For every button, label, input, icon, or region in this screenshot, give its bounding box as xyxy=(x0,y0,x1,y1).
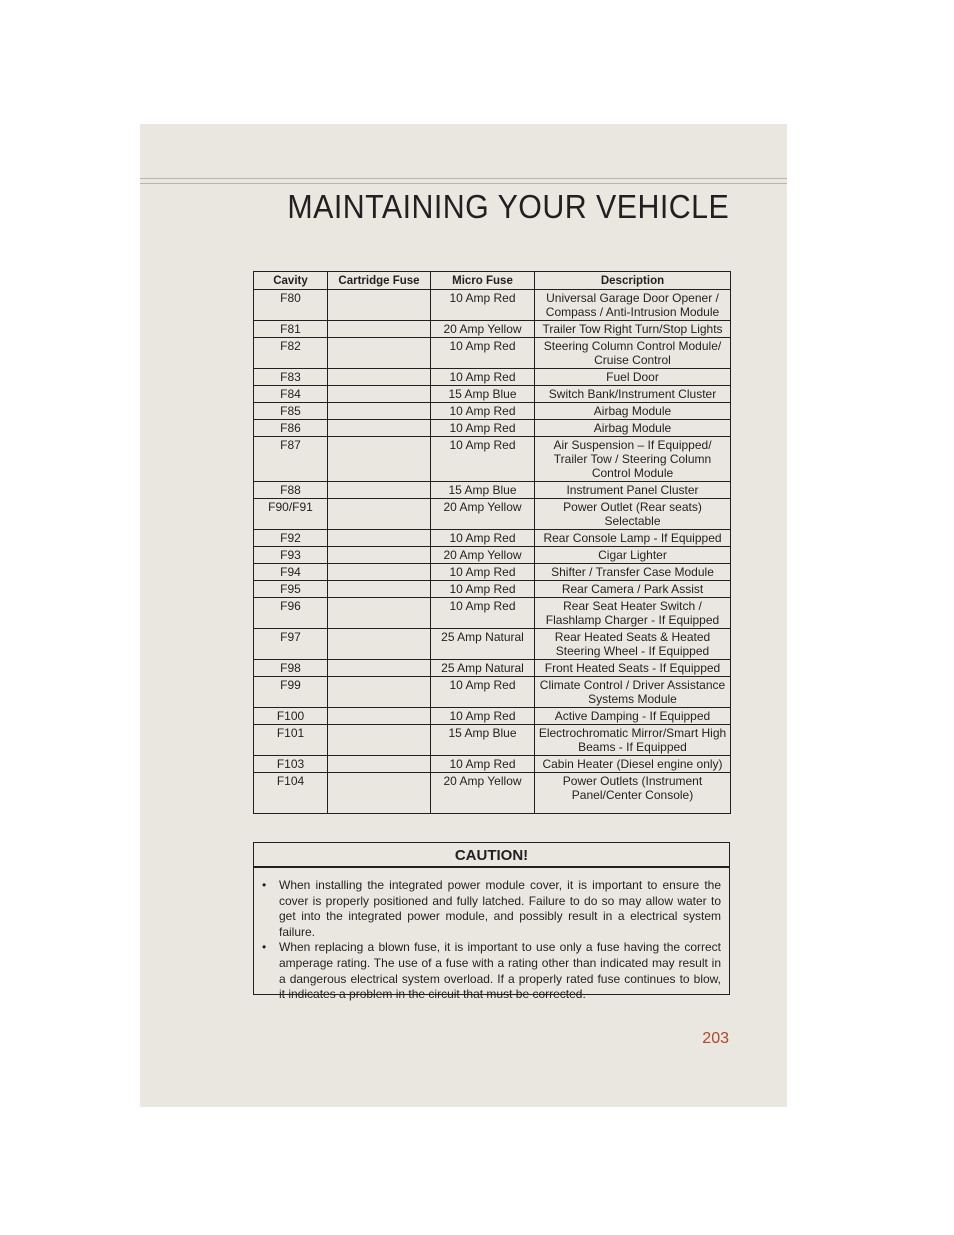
table-row xyxy=(254,660,731,677)
cavity-cell: F97 xyxy=(254,629,328,660)
caution-item-text: When installing the integrated power module cover, it is important to ensure the cover is properly positioned and fully latched. Failure to do so may allow water to get into the integrated power module, and possibly result in a electrical system failure. xyxy=(279,878,721,939)
description-cell: Steering Column Control Module/ Cruise Control xyxy=(535,338,731,369)
bullet-icon: • xyxy=(262,940,267,955)
column-header-micro-fuse: Micro Fuse xyxy=(431,272,535,290)
micro-fuse-cell: 10 Amp Red xyxy=(431,756,535,773)
description-cell: Cabin Heater (Diesel engine only) xyxy=(535,756,731,773)
cavity-cell: F83 xyxy=(254,369,328,386)
cartridge-fuse-cell xyxy=(328,386,431,403)
cavity-cell: F95 xyxy=(254,581,328,598)
cavity-cell: F87 xyxy=(254,437,328,482)
table-row xyxy=(254,773,731,814)
cartridge-fuse-cell xyxy=(328,290,431,321)
header-rule-top xyxy=(140,178,787,179)
micro-fuse-cell: 10 Amp Red xyxy=(431,677,535,708)
micro-fuse-cell: 10 Amp Red xyxy=(431,403,535,420)
cavity-cell: F104 xyxy=(254,773,328,814)
table-row xyxy=(254,482,731,499)
table-row xyxy=(254,369,731,386)
description-cell: Rear Camera / Park Assist xyxy=(535,581,731,598)
caution-item-text: When replacing a blown fuse, it is important to use only a fuse having the correct amperage rating. The use of a fuse with a rating other than indicated may result in a dangerous electrical system overload. If a properly rated fuse continues to blow, it indicates a problem in the circuit that must be corrected. xyxy=(279,940,721,1002)
micro-fuse-cell: 15 Amp Blue xyxy=(431,725,535,756)
micro-fuse-cell: 10 Amp Red xyxy=(431,437,535,482)
cartridge-fuse-cell xyxy=(328,756,431,773)
table-row xyxy=(254,598,731,629)
cartridge-fuse-cell xyxy=(328,482,431,499)
description-cell: Rear Seat Heater Switch / Flashlamp Charger - If Equipped xyxy=(535,598,731,629)
cavity-cell: F92 xyxy=(254,530,328,547)
cavity-cell: F86 xyxy=(254,420,328,437)
micro-fuse-cell: 15 Amp Blue xyxy=(431,386,535,403)
caution-box xyxy=(253,842,730,1002)
micro-fuse-cell: 10 Amp Red xyxy=(431,338,535,369)
fuse-table xyxy=(253,271,731,814)
description-cell: Rear Console Lamp - If Equipped xyxy=(535,530,731,547)
cavity-cell: F82 xyxy=(254,338,328,369)
description-cell: Instrument Panel Cluster xyxy=(535,482,731,499)
bullet-icon: • xyxy=(262,878,267,892)
description-cell: Power Outlets (Instrument Panel/Center Console) xyxy=(535,773,731,814)
description-cell: Switch Bank/Instrument Cluster xyxy=(535,386,731,403)
cartridge-fuse-cell xyxy=(328,725,431,756)
description-cell: Electrochromatic Mirror/Smart High Beams - If Equipped xyxy=(535,725,731,756)
description-cell: Universal Garage Door Opener / Compass / Anti-Intrusion Module xyxy=(535,290,731,321)
description-cell: Active Damping - If Equipped xyxy=(535,708,731,725)
micro-fuse-cell: 10 Amp Red xyxy=(431,530,535,547)
table-row xyxy=(254,403,731,420)
micro-fuse-cell: 25 Amp Natural xyxy=(431,629,535,660)
micro-fuse-cell: 10 Amp Red xyxy=(431,598,535,629)
cavity-cell: F80 xyxy=(254,290,328,321)
cartridge-fuse-cell xyxy=(328,420,431,437)
cavity-cell: F100 xyxy=(254,708,328,725)
cartridge-fuse-cell xyxy=(328,437,431,482)
cartridge-fuse-cell xyxy=(328,403,431,420)
caution-item xyxy=(262,878,721,940)
cartridge-fuse-cell xyxy=(328,598,431,629)
column-header-description: Description xyxy=(535,272,731,290)
table-row xyxy=(254,756,731,773)
micro-fuse-cell: 25 Amp Natural xyxy=(431,660,535,677)
micro-fuse-cell: 10 Amp Red xyxy=(431,564,535,581)
table-row xyxy=(254,321,731,338)
column-header-cartridge-fuse: Cartridge Fuse xyxy=(328,272,431,290)
description-cell: Rear Heated Seats & Heated Steering Wheel - If Equipped xyxy=(535,629,731,660)
cavity-cell: F98 xyxy=(254,660,328,677)
description-cell: Air Suspension – If Equipped/ Trailer Tow / Steering Column Control Module xyxy=(535,437,731,482)
table-row xyxy=(254,547,731,564)
cavity-cell: F81 xyxy=(254,321,328,338)
caution-item xyxy=(262,940,721,1002)
cavity-cell: F103 xyxy=(254,756,328,773)
description-cell: Shifter / Transfer Case Module xyxy=(535,564,731,581)
caution-heading: CAUTION! xyxy=(254,843,729,868)
table-row xyxy=(254,437,731,482)
cavity-cell: F94 xyxy=(254,564,328,581)
micro-fuse-cell: 20 Amp Yellow xyxy=(431,499,535,530)
cavity-cell: F84 xyxy=(254,386,328,403)
cartridge-fuse-cell xyxy=(328,677,431,708)
micro-fuse-cell: 10 Amp Red xyxy=(431,581,535,598)
fuse-table-header-row xyxy=(254,272,731,290)
description-cell: Power Outlet (Rear seats) Selectable xyxy=(535,499,731,530)
table-row xyxy=(254,290,731,321)
cartridge-fuse-cell xyxy=(328,547,431,564)
table-row xyxy=(254,708,731,725)
table-row xyxy=(254,581,731,598)
description-cell: Airbag Module xyxy=(535,420,731,437)
micro-fuse-cell: 20 Amp Yellow xyxy=(431,321,535,338)
cartridge-fuse-cell xyxy=(328,530,431,547)
micro-fuse-cell: 10 Amp Red xyxy=(431,420,535,437)
table-row xyxy=(254,530,731,547)
micro-fuse-cell: 10 Amp Red xyxy=(431,369,535,386)
table-row xyxy=(254,499,731,530)
cartridge-fuse-cell xyxy=(328,773,431,814)
cartridge-fuse-cell xyxy=(328,369,431,386)
table-row xyxy=(254,629,731,660)
page-title: MAINTAINING YOUR VEHICLE xyxy=(287,188,729,225)
cartridge-fuse-cell xyxy=(328,660,431,677)
cavity-cell: F99 xyxy=(254,677,328,708)
cavity-cell: F90/F91 xyxy=(254,499,328,530)
header-rule-bottom xyxy=(140,183,787,184)
description-cell: Cigar Lighter xyxy=(535,547,731,564)
column-header-cavity: Cavity xyxy=(254,272,328,290)
table-row xyxy=(254,725,731,756)
cavity-cell: F101 xyxy=(254,725,328,756)
page-number: 203 xyxy=(702,1030,729,1047)
description-cell: Trailer Tow Right Turn/Stop Lights xyxy=(535,321,731,338)
micro-fuse-cell: 20 Amp Yellow xyxy=(431,773,535,814)
manual-page xyxy=(140,124,787,1107)
caution-list xyxy=(254,868,729,1003)
micro-fuse-cell: 20 Amp Yellow xyxy=(431,547,535,564)
fuse-table-body xyxy=(254,290,731,814)
cartridge-fuse-cell xyxy=(328,564,431,581)
cartridge-fuse-cell xyxy=(328,581,431,598)
micro-fuse-cell: 15 Amp Blue xyxy=(431,482,535,499)
table-row xyxy=(254,338,731,369)
cavity-cell: F96 xyxy=(254,598,328,629)
description-cell: Airbag Module xyxy=(535,403,731,420)
cartridge-fuse-cell xyxy=(328,629,431,660)
micro-fuse-cell: 10 Amp Red xyxy=(431,290,535,321)
description-cell: Climate Control / Driver Assistance Systems Module xyxy=(535,677,731,708)
table-row xyxy=(254,386,731,403)
micro-fuse-cell: 10 Amp Red xyxy=(431,708,535,725)
cartridge-fuse-cell xyxy=(328,499,431,530)
cartridge-fuse-cell xyxy=(328,708,431,725)
table-row xyxy=(254,677,731,708)
description-cell: Fuel Door xyxy=(535,369,731,386)
cartridge-fuse-cell xyxy=(328,338,431,369)
description-cell: Front Heated Seats - If Equipped xyxy=(535,660,731,677)
cavity-cell: F88 xyxy=(254,482,328,499)
cavity-cell: F93 xyxy=(254,547,328,564)
cavity-cell: F85 xyxy=(254,403,328,420)
table-row xyxy=(254,420,731,437)
cartridge-fuse-cell xyxy=(328,321,431,338)
table-row xyxy=(254,564,731,581)
